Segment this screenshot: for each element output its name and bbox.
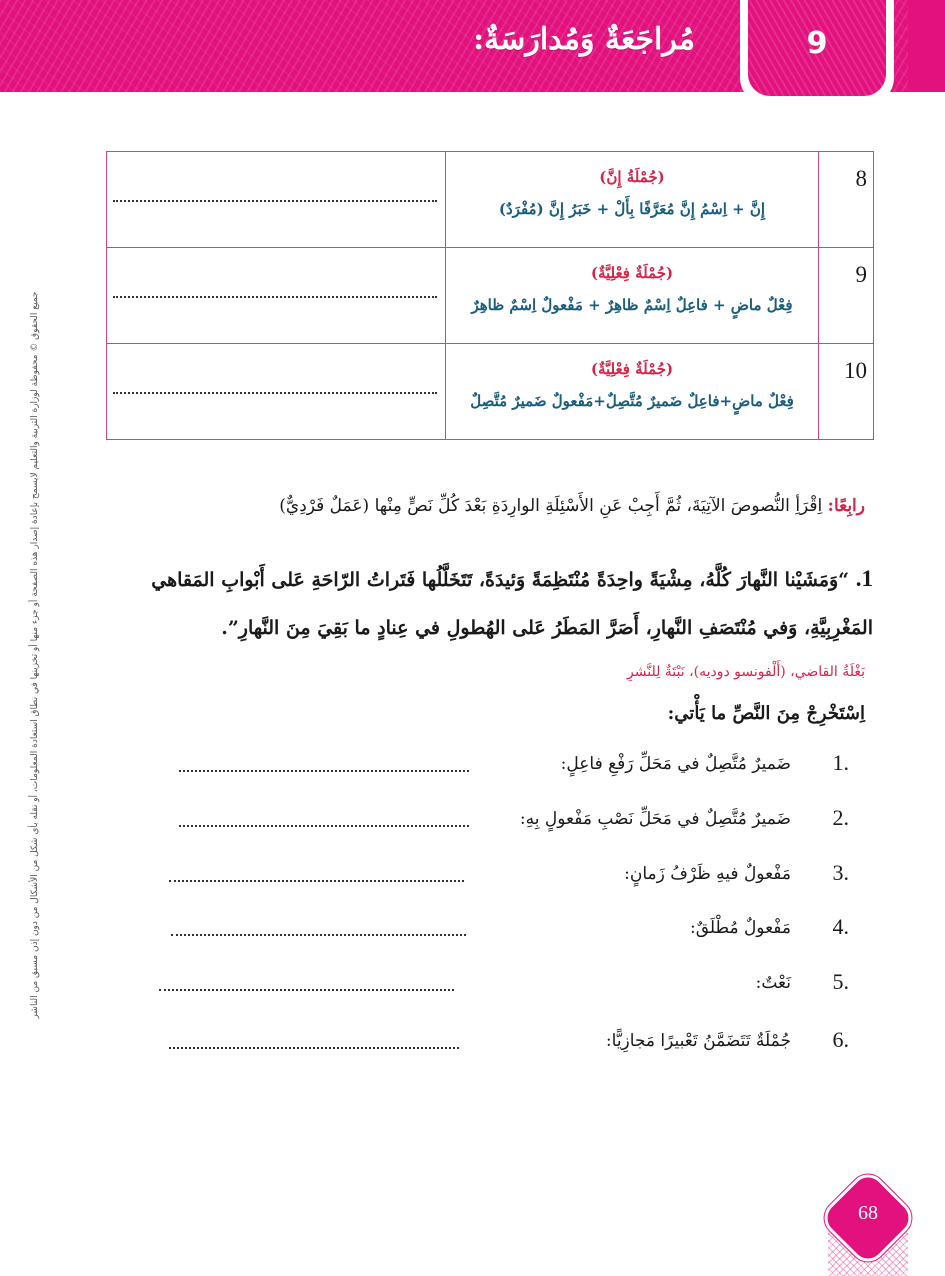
answer-line[interactable] <box>113 186 437 202</box>
rule-cell <box>446 248 819 344</box>
row-number: 10 <box>819 344 874 440</box>
question-text: ضَميرٌ مُتَّصِلٌ في مَحَلِّ رَفْعِ فاعِلٍ: <box>560 754 791 774</box>
rule-formula: إِنَّ + اِسْمُ إِنَّ مُعَرَّفًا بِأَلْ + خَبَرُ إِنَّ (مُفْرَدٌ) <box>498 200 766 218</box>
copyright-notice: جميع الحقوق © محفوظة لوزارة التربية والتعليم لايسمح بإعادة إصدار هذه الصفحة أو جزء منها أو تخزينها في نطاق استعادة المعلومات، أو نقله بأي شكل من الأشكال من دون إذن مسبق من الناشر <box>30 291 40 1019</box>
answer-cell[interactable] <box>107 344 446 440</box>
answer-line[interactable] <box>113 282 437 298</box>
passage-number: 1. <box>855 566 873 591</box>
question-number: 6. <box>832 1027 849 1052</box>
table-row <box>107 344 874 440</box>
table-row <box>107 248 874 344</box>
question-text: نَعْتٌ: <box>755 973 791 993</box>
section-label: رابِعًا: <box>827 496 865 516</box>
question-text: جُمْلَةٌ تَتَضَمَّنُ تَعْبيرًا مَجازِيًّا: <box>605 1031 791 1051</box>
lesson-number: 9 <box>806 26 828 61</box>
question-text: ضَميرٌ مُتَّصِلٌ في مَحَلِّ نَصْبِ مَفْعولٍ بِهِ: <box>519 809 791 829</box>
section-instruction: اِقْرَأِ النُّصوصَ الآتِيَةَ، ثُمَّ أَجِبْ عَنِ الأَسْئِلَةِ الوارِدَةِ بَعْدَ كُلِّ نَصٍّ مِنْها <box>374 496 823 516</box>
row-number: 8 <box>819 152 874 248</box>
question-number: 4. <box>832 914 849 939</box>
passage-text: “وَمَشَيْنا النَّهارَ كُلَّهُ، مِشْيَةً واحِدَةً مُنْتَظِمَةً وَئيدَةً، تَتَخَلَّلُها فَتَراتُ الرّاحَةِ عَلى أَبْوابِ المَقاهي المَغْرِبِيَّةِ، وَفي مُنْتَصَفِ النَّهارِ، أَصَرَّ المَطَرُ عَلى الهُطولِ في عِنادٍ ما بَقِيَ مِنَ النَّهارِ”. <box>151 569 873 639</box>
section-heading <box>85 496 865 516</box>
question-number: 1. <box>832 750 849 775</box>
review-table <box>106 151 874 440</box>
question-number: 5. <box>832 969 849 994</box>
answer-cell[interactable] <box>107 152 446 248</box>
table-row <box>107 152 874 248</box>
page-title: مُراجَعَةٌ وَمُدارَسَةٌ: <box>473 22 695 57</box>
question-item <box>129 805 849 835</box>
rule-formula: فِعْلٌ ماضٍ+فاعِلٌ ضَميرٌ مُتَّصِلٌ+مَفْعولٌ ضَميرٌ مُتَّصِلٌ <box>470 392 794 410</box>
answer-line[interactable] <box>179 758 469 772</box>
rule-cell <box>446 152 819 248</box>
question-item <box>129 1027 849 1057</box>
work-mode: (عَمَلٌ فَرْدِيٌّ) <box>279 496 370 516</box>
question-text: مَفْعولٌ مُطْلَقٌ: <box>689 918 791 938</box>
answer-line[interactable] <box>159 977 454 991</box>
reading-passage <box>103 555 873 652</box>
rule-formula: فِعْلٌ ماضٍ + فاعِلٌ اِسْمٌ ظاهِرٌ + مَفْعولٌ اِسْمٌ ظاهِرٌ <box>471 296 793 314</box>
answer-line[interactable] <box>113 378 437 394</box>
answer-line[interactable] <box>179 813 469 827</box>
rule-title: (جُمْلَةُ إِنَّ) <box>599 168 665 186</box>
question-item <box>129 914 849 944</box>
extract-heading: اِسْتَخْرِجْ مِنَ النَّصِّ ما يَأْتي: <box>667 703 865 724</box>
answer-cell[interactable] <box>107 248 446 344</box>
answer-line[interactable] <box>169 1035 459 1049</box>
question-number: 2. <box>832 805 849 830</box>
rule-cell <box>446 344 819 440</box>
passage-source: بَغْلَةُ القاضي، (أَلْفونسو دوديه)، نَبْتَةٌ لِلنَّشرِ <box>627 664 865 680</box>
question-item <box>129 750 849 780</box>
page-number: 68 <box>858 1202 878 1224</box>
rule-title: (جُمْلَةٌ فِعْلِيَّةٌ) <box>590 264 674 282</box>
question-text: مَفْعولٌ فيهِ ظَرْفُ زَمانٍ: <box>624 864 791 884</box>
answer-line[interactable] <box>171 922 466 936</box>
answer-line[interactable] <box>169 868 464 882</box>
question-number: 3. <box>832 860 849 885</box>
rule-title: (جُمْلَةٌ فِعْلِيَّةٌ) <box>590 360 674 378</box>
question-item <box>129 860 849 890</box>
row-number: 9 <box>819 248 874 344</box>
question-item <box>129 969 849 999</box>
header-side-strip <box>908 0 945 92</box>
